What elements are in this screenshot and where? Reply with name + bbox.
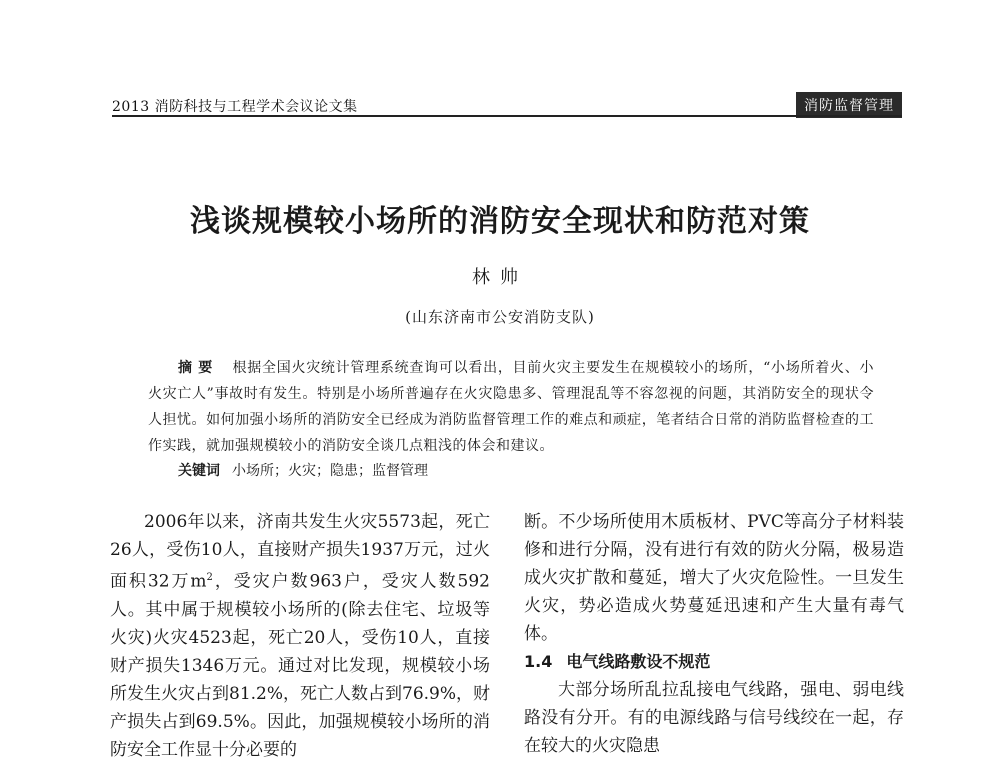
header-rule: [112, 115, 902, 117]
body-column-right: [524, 508, 904, 760]
section-number: 1.4: [524, 652, 553, 671]
superscript: 2: [206, 572, 213, 583]
body-column-left: [110, 508, 490, 764]
body-paragraph: 大部分场所乱拉乱接电气线路，强电、弱电线路没有分开。有的电源线路与信号线绞在一起，存在较大的火灾隐患: [524, 680, 904, 756]
keywords-text: 小场所；火灾；隐患；监督管理: [232, 463, 428, 479]
article-title: 浅谈规模较小场所的消防安全现状和防范对策: [190, 204, 810, 239]
body-text: ，受灾户数963户，受灾人数592人。其中属于规模较小场所的(除去住宅、垃圾等火灾)火灾4523起，死亡20人，受伤10人，直接财产损失1346万元。通过对比发现，规模较小场所发生火灾占到81.2%，死亡人数占到76.9%，财产损失占到69.5%。因此，加强规模较小场所的消防安全工作显十分必要的: [110, 571, 491, 760]
body-text: 2006年以来，济南共发生火灾5573起，死亡26人，受伤10人，直接财产损失1937万元，过火面积32万m: [110, 512, 490, 592]
abstract-label: 摘要: [178, 360, 219, 376]
abstract-paragraph: [148, 355, 874, 459]
abstract: [148, 355, 874, 459]
section-badge: 消防监督管理: [796, 92, 902, 118]
author: 林帅: [472, 267, 528, 288]
keywords: [178, 458, 874, 484]
section-heading: [524, 648, 904, 676]
abstract-text: 根据全国火灾统计管理系统查询可以看出，目前火灾主要发生在规模较小的场所，“小场所着火、小火灾亡人”事故时有发生。特别是小场所普遍存在火灾隐患多、管理混乱等不容忽视的问题，其消防安全的现状令人担忧。如何加强小场所的消防安全已经成为消防监督管理工作的难点和顽症，笔者结合日常的消防监督检查的工作实践，就加强规模较小的消防安全谈几点粗浅的体会和建议。: [148, 360, 875, 454]
affiliation: (山东济南市公安消防支队): [405, 308, 595, 326]
section-title: 电气线路敷设不规范: [566, 652, 711, 671]
body-paragraph: [110, 508, 490, 764]
body-paragraph: 断。不少场所使用木质板材、PVC等高分子材料装修和进行分隔，没有进行有效的防火分隔，极易造成火灾扩散和蔓延，增大了火灾危险性。一旦发生火灾，势必造成火势蔓延迅速和产生大量有毒气体。: [524, 512, 904, 644]
keywords-label: 关键词: [178, 463, 220, 479]
journal-header: 2013 消防科技与工程学术会议论文集: [112, 99, 358, 115]
